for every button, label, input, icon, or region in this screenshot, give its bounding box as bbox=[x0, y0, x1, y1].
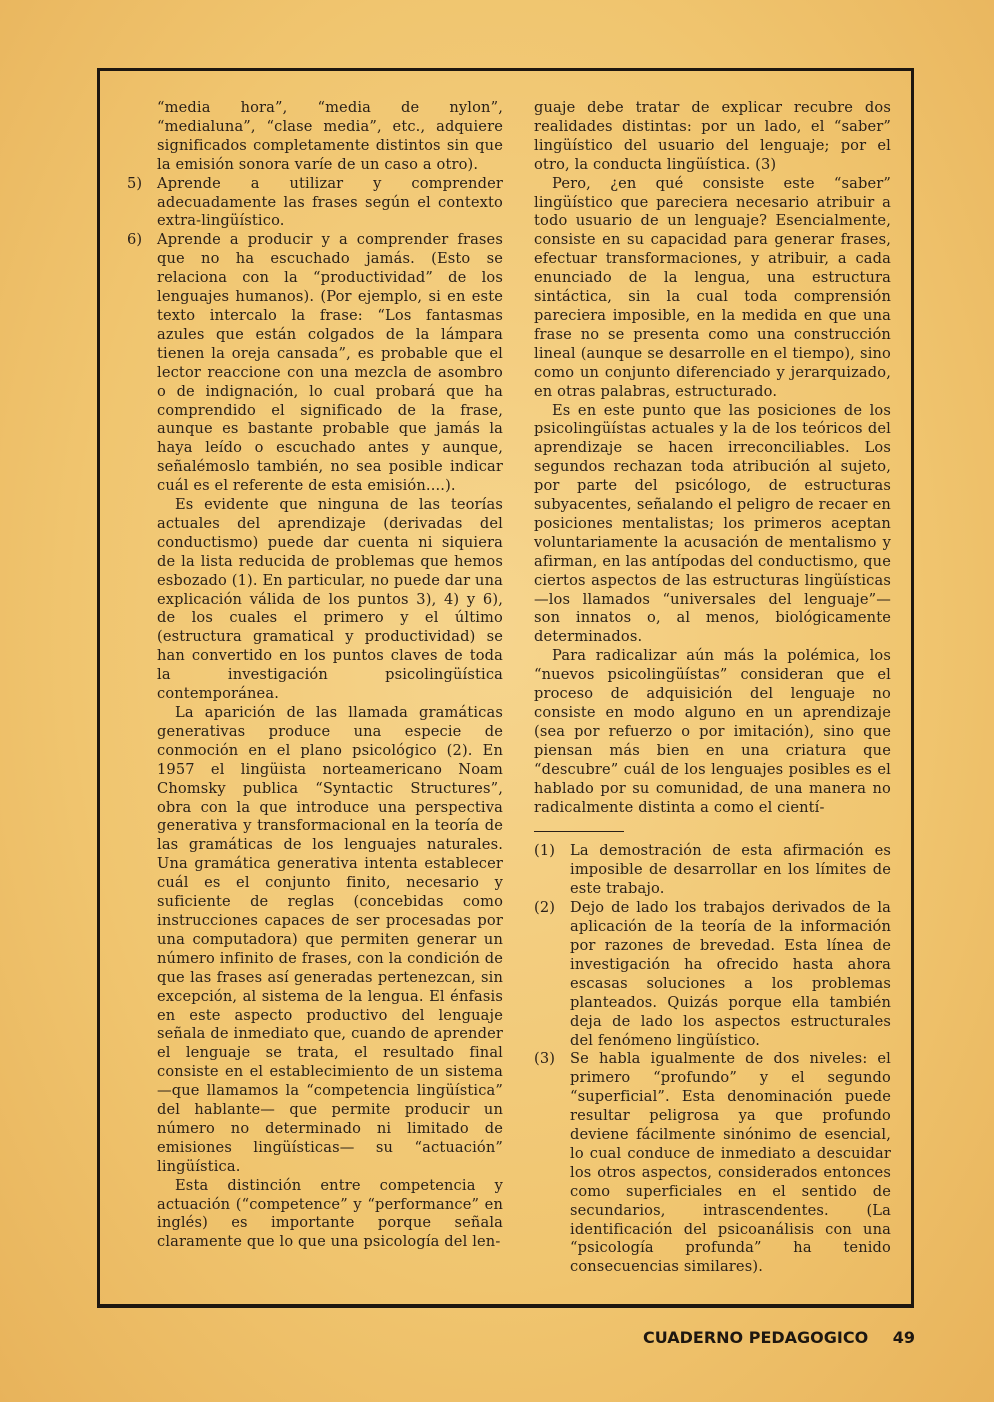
footnote-text: Dejo de lado los trabajos derivados de la aplicación de la teoría de la información por razones de brevedad. Esta línea de investigación ha ofrecido hasta ahora escasas soluciones a los problemas planteados. Quizás porque ella también deja de lado los aspectos estructurales del fenómeno lingüístico. bbox=[570, 899, 891, 1049]
page-number: 49 bbox=[892, 1328, 915, 1347]
body-paragraph: guaje debe tratar de explicar recubre dos realidades distintas: por un lado, el “saber” lingüístico del usuario del lenguaje; por el otro, la conducta lingüística. (3) bbox=[534, 99, 891, 173]
body-paragraph: La aparición de las llamada gramáticas generativas produce una especie de conmoción en el plano psicológico (2). En 1957 el lingüista norteamericano Noam Chomsky publica “Syntactic Structures”, obra con la que introduce una perspectiva generativa y transformacional en la teoría de las gramáticas de los lenguajes naturales. Una gramática generativa intenta establecer cuál es el conjunto finito, necesario y suficiente de reglas (concebidas como instrucciones capaces de ser procesadas por una computadora) que permiten generar un número infinito de frases, con la condición de que las frases así generadas pertenezcan, sin excepción, al sistema de la lengua. El énfasis en este aspecto productivo del lenguaje señala de inmediato que, cuando de aprender el lenguaje se trata, el resultado final consiste en el establecimiento de un sistema —que llamamos la “competencia lingüística” del hablante— que permite producir un número no determinado ni limitado de emisiones lingüísticas— su “actuación” lingüística. bbox=[157, 704, 503, 1175]
list-item-text: Aprende a producir y a comprender frases que no ha escuchado jamás. (Esto se relaciona con la “productividad” de los lenguajes humanos). (Por ejemplo, si en este texto intercalo la frase: “Los fantasmas azules que están colgados de la lámpara tienen la oreja cansada”, es probable que el lector reaccione con una mezcla de asombro o de indignación, lo cual probará que ha comprendido el significado de la frase, aunque es bastante probable que jamás la haya leído o escuchado antes y aunque, señalémoslo también, no sea posible indicar cuál es el referente de esta emisión....). bbox=[157, 231, 503, 495]
footnote-text: La demostración de esta afirmación es imposible de desarrollar en los límites de este trabajo. bbox=[570, 842, 891, 898]
footnote bbox=[534, 842, 891, 899]
body-paragraph: Es evidente que ninguna de las teorías actuales del aprendizaje (derivadas del conductismo) puede dar cuenta ni siquiera de la lista reducida de problemas que hemos esbozado (1). En particular, no puede dar una explicación válida de los puntos 3), 4) y 6), de los cuales el primero y el último (estructura gramatical y productividad) se han convertido en los puntos claves de toda la investigación psicolingüística contemporánea. bbox=[157, 496, 503, 703]
body-paragraph: Es en este punto que las posiciones de los psicolingüístas actuales y la de los teóricos del aprendizaje se hacen irreconciliables. Los segundos rechazan toda atribución al sujeto, por parte del psicólogo, de estructuras subyacentes, señalando el peligro de recaer en posiciones mentalistas; los primeros aceptan voluntariamente la acusación de mentalismo y afirman, en las antípodas del conductismo, que ciertos aspectos de las estructuras lingüísticas —los llamados “universales del lenguaje”— son innatos o, al menos, biológicamente determinados. bbox=[534, 401, 891, 646]
list-item bbox=[127, 174, 503, 232]
body-paragraph: Pero, ¿en qué consiste este “saber” lingüístico que pareciera necesario atribuir a todo usuario de un lenguaje? Esencialmente, consiste en su capacidad para generar frases, efectuar transformaciones, y atribuir, a cada enunciado de la lengua, una estructura sintáctica, sin la cual toda comprensión pareciera imposible, en la medida en que una frase no se presenta como una construcción lineal (aunque se desarrolle en el tiempo), sino como un conjunto diferenciado y jerarquizado, en otras palabras, estructurado. bbox=[534, 174, 891, 400]
text-frame bbox=[97, 68, 914, 1308]
footnote bbox=[534, 899, 891, 1050]
footnote-number: (2) bbox=[534, 899, 556, 917]
footnote bbox=[534, 1050, 891, 1277]
footnote-divider bbox=[534, 831, 624, 832]
list-item-text: Aprende a utilizar y comprender adecuadamente las frases según el contexto extra-lingüístico. bbox=[157, 174, 503, 230]
left-column bbox=[127, 99, 503, 1252]
footnote-number: (1) bbox=[534, 842, 556, 860]
body-paragraph: Para radicalizar aún más la polémica, los “nuevos psicolingüístas” consideran que el proceso de adquisición del lenguaje no consiste en modo alguno en un aprendizaje (sea por refuerzo o por imitación), sino que piensan más bien en una criatura que “descubre” cuál de los lenguajes posibles es el hablado por su comunidad, de una manera no radicalmente distinta a como el cientí- bbox=[534, 647, 891, 816]
right-column bbox=[534, 99, 891, 1277]
footnote-text: Se habla igualmente de dos niveles: el primero “profundo” y el segundo “superficial”. Esta denominación puede resultar peligrosa ya que profundo deviene fácilmente sinónimo de esencial, lo cual conduce de inmediato a descuidar los otros aspectos, considerados entonces como superficiales en el sentido de secundarios, intrascendentes. (La identificación del psicoanálisis con una “psicología profunda” ha tenido consecuencias similares). bbox=[570, 1050, 891, 1276]
list-item-number: 6) bbox=[127, 231, 143, 249]
list-item-number: 5) bbox=[127, 174, 143, 192]
body-paragraph: Esta distinción entre competencia y actuación (“competence” y “performance” en inglés) es importante porque señala claramente que lo que una psicología del len- bbox=[157, 1176, 503, 1251]
page-footer bbox=[643, 1328, 915, 1347]
publication-title: CUADERNO PEDAGOGICO bbox=[643, 1328, 869, 1347]
item-continuation: “media hora”, “media de nylon”, “medialuna”, “clase media”, etc., adquiere significados completamente distintos sin que la emisión sonora varíe de un caso a otro). bbox=[157, 99, 503, 173]
footnote-number: (3) bbox=[534, 1050, 556, 1068]
list-item bbox=[127, 231, 503, 496]
